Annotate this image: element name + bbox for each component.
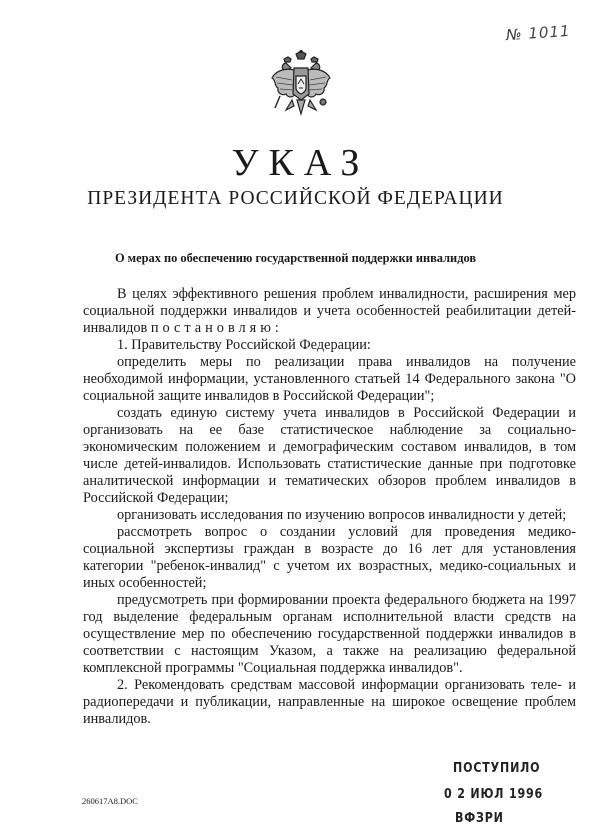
footer-file-code: 260617A8.DOC [82,796,138,806]
paragraph-research: организовать исследования по изучению вопросов инвалидности у детей; [117,507,567,523]
paragraph-preamble [83,286,576,337]
double-headed-eagle-icon [270,50,332,122]
paragraph-registry: создать единую систему учета инвалидов в Российской Федерации и организовать на ее базе статистическое наблюдение за социально-экономическим положением и демографическим составом инвалидов, в том числе детей-инвалидов. Использовать статистические данные при подготовке аналитической информации и тематических обзоров проблем инвалидов в Российской Федерации; [83,405,576,506]
paragraph-expertise: рассмотреть вопрос о создании условий для проведения медико-социальной экспертизы граждан в возрасте до 16 лет для установления категории "ребенок-инвалид" с учетом их возрастных, медико-социальных и иных особенностей; [83,524,576,591]
decree-word: постановляю: [150,320,283,336]
document-body [83,286,576,728]
received-stamp-label: ПОСТУПИЛО [453,760,541,776]
document-title: УКАЗ [231,142,370,184]
handwritten-registration-number: № 1011 [505,21,572,45]
document-heading: О мерах по обеспечению государственной поддержки инвалидов [114,251,477,265]
received-stamp-office: ВФЗРИ [455,810,504,826]
paragraph-budget: предусмотреть при формировании проекта федерального бюджета на 1997 год выделение федеральным органам исполнительной власти средств на осуществление мер по обеспечению государственной поддержки инвалидов в соответствии с настоящим Указом, а также на реализацию федеральной комплексной программы "Социальная поддержка инвалидов". [83,592,576,676]
document-subtitle: ПРЕЗИДЕНТА РОССИЙСКОЙ ФЕДЕРАЦИИ [87,188,504,209]
preamble-text: В целях эффективного решения проблем инвалидности, расширения мер социальной поддержки инвалидов и учета особенностей реабилитации детей-инвалидов [83,286,576,336]
paragraph-item-2: 2. Рекомендовать средствам массовой информации организовать теле- и радиопередачи и публикации, направленные на широкое освещение проблем инвалидов. [83,677,576,727]
received-stamp-date: 0 2 ИЮЛ 1996 [444,786,544,802]
paragraph-define-measures: определить меры по реализации права инвалидов на получение необходимой информации, установленного статьей 14 Федерального закона "О социальной защите инвалидов в Российской Федерации"; [83,354,576,404]
paragraph-item-1: 1. Правительству Российской Федерации: [117,337,371,353]
